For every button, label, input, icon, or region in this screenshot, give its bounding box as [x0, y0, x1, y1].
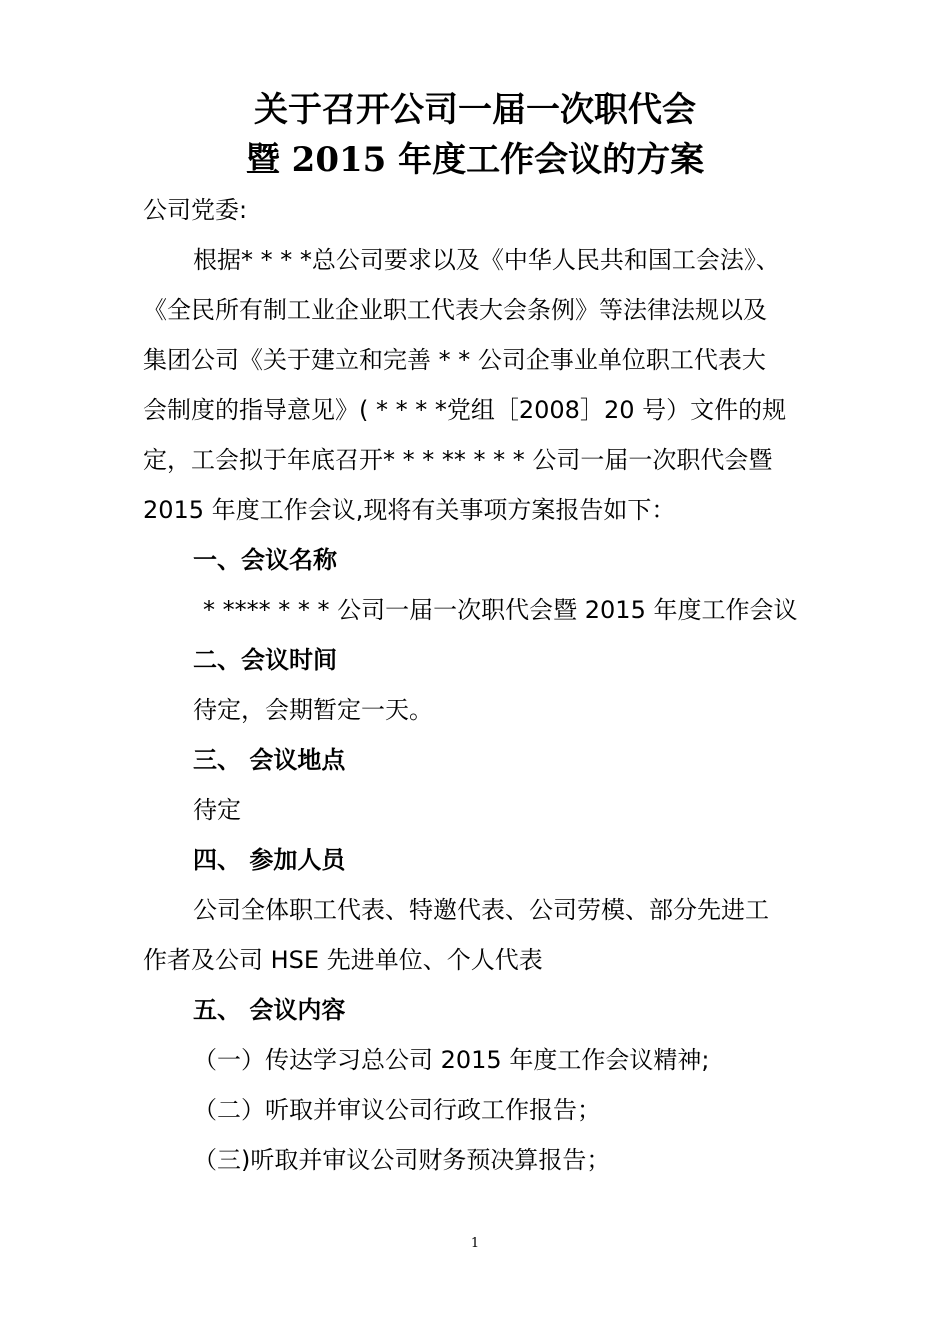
document-title-line-1: 关于召开公司一届一次职代会 — [254, 90, 696, 130]
section-text: （一）传达学习总公司 2015 年度工作会议精神; — [193, 1046, 710, 1074]
salutation: 公司党委: — [143, 196, 248, 224]
section-text: * **** * * * 公司一届一次职代会暨 2015 年度工作会议 — [203, 596, 798, 624]
section-heading: 一、会议名称 — [193, 546, 337, 574]
intro-line: 2015 年度工作会议,现将有关事项方案报告如下： — [143, 496, 676, 524]
intro-line: 根据* * * *总公司要求以及《中华人民共和国工会法》、 — [193, 246, 780, 274]
intro-line: 《全民所有制工业企业职工代表大会条例》等法律法规以及 — [143, 296, 767, 324]
section-heading: 二、会议时间 — [193, 646, 337, 674]
document-title-line-2: 暨 2015 年度工作会议的方案 — [245, 140, 705, 180]
section-text: （二）听取并审议公司行政工作报告； — [193, 1096, 601, 1124]
intro-line: 集团公司《关于建立和完善 * * 公司企事业单位职工代表大 — [143, 346, 766, 374]
section-text: 待定，会期暂定一天。 — [193, 696, 433, 724]
intro-line: 会制度的指导意见》( * * * *党组［2008］20 号）文件的规 — [143, 396, 787, 424]
section-text: 待定 — [193, 796, 241, 824]
section-heading: 五、 会议内容 — [193, 996, 346, 1024]
page-number: 1 — [470, 1236, 480, 1251]
section-text: 作者及公司 HSE 先进单位、个人代表 — [143, 946, 543, 974]
section-heading: 三、 会议地点 — [193, 746, 346, 774]
intro-line: 定，工会拟于年底召开* * * ** * * * 公司一届一次职代会暨 — [143, 446, 773, 474]
section-text: 公司全体职工代表、特邀代表、公司劳模、部分先进工 — [193, 896, 769, 924]
section-heading: 四、 参加人员 — [193, 846, 346, 874]
section-text: （三)听取并审议公司财务预决算报告； — [193, 1146, 611, 1174]
